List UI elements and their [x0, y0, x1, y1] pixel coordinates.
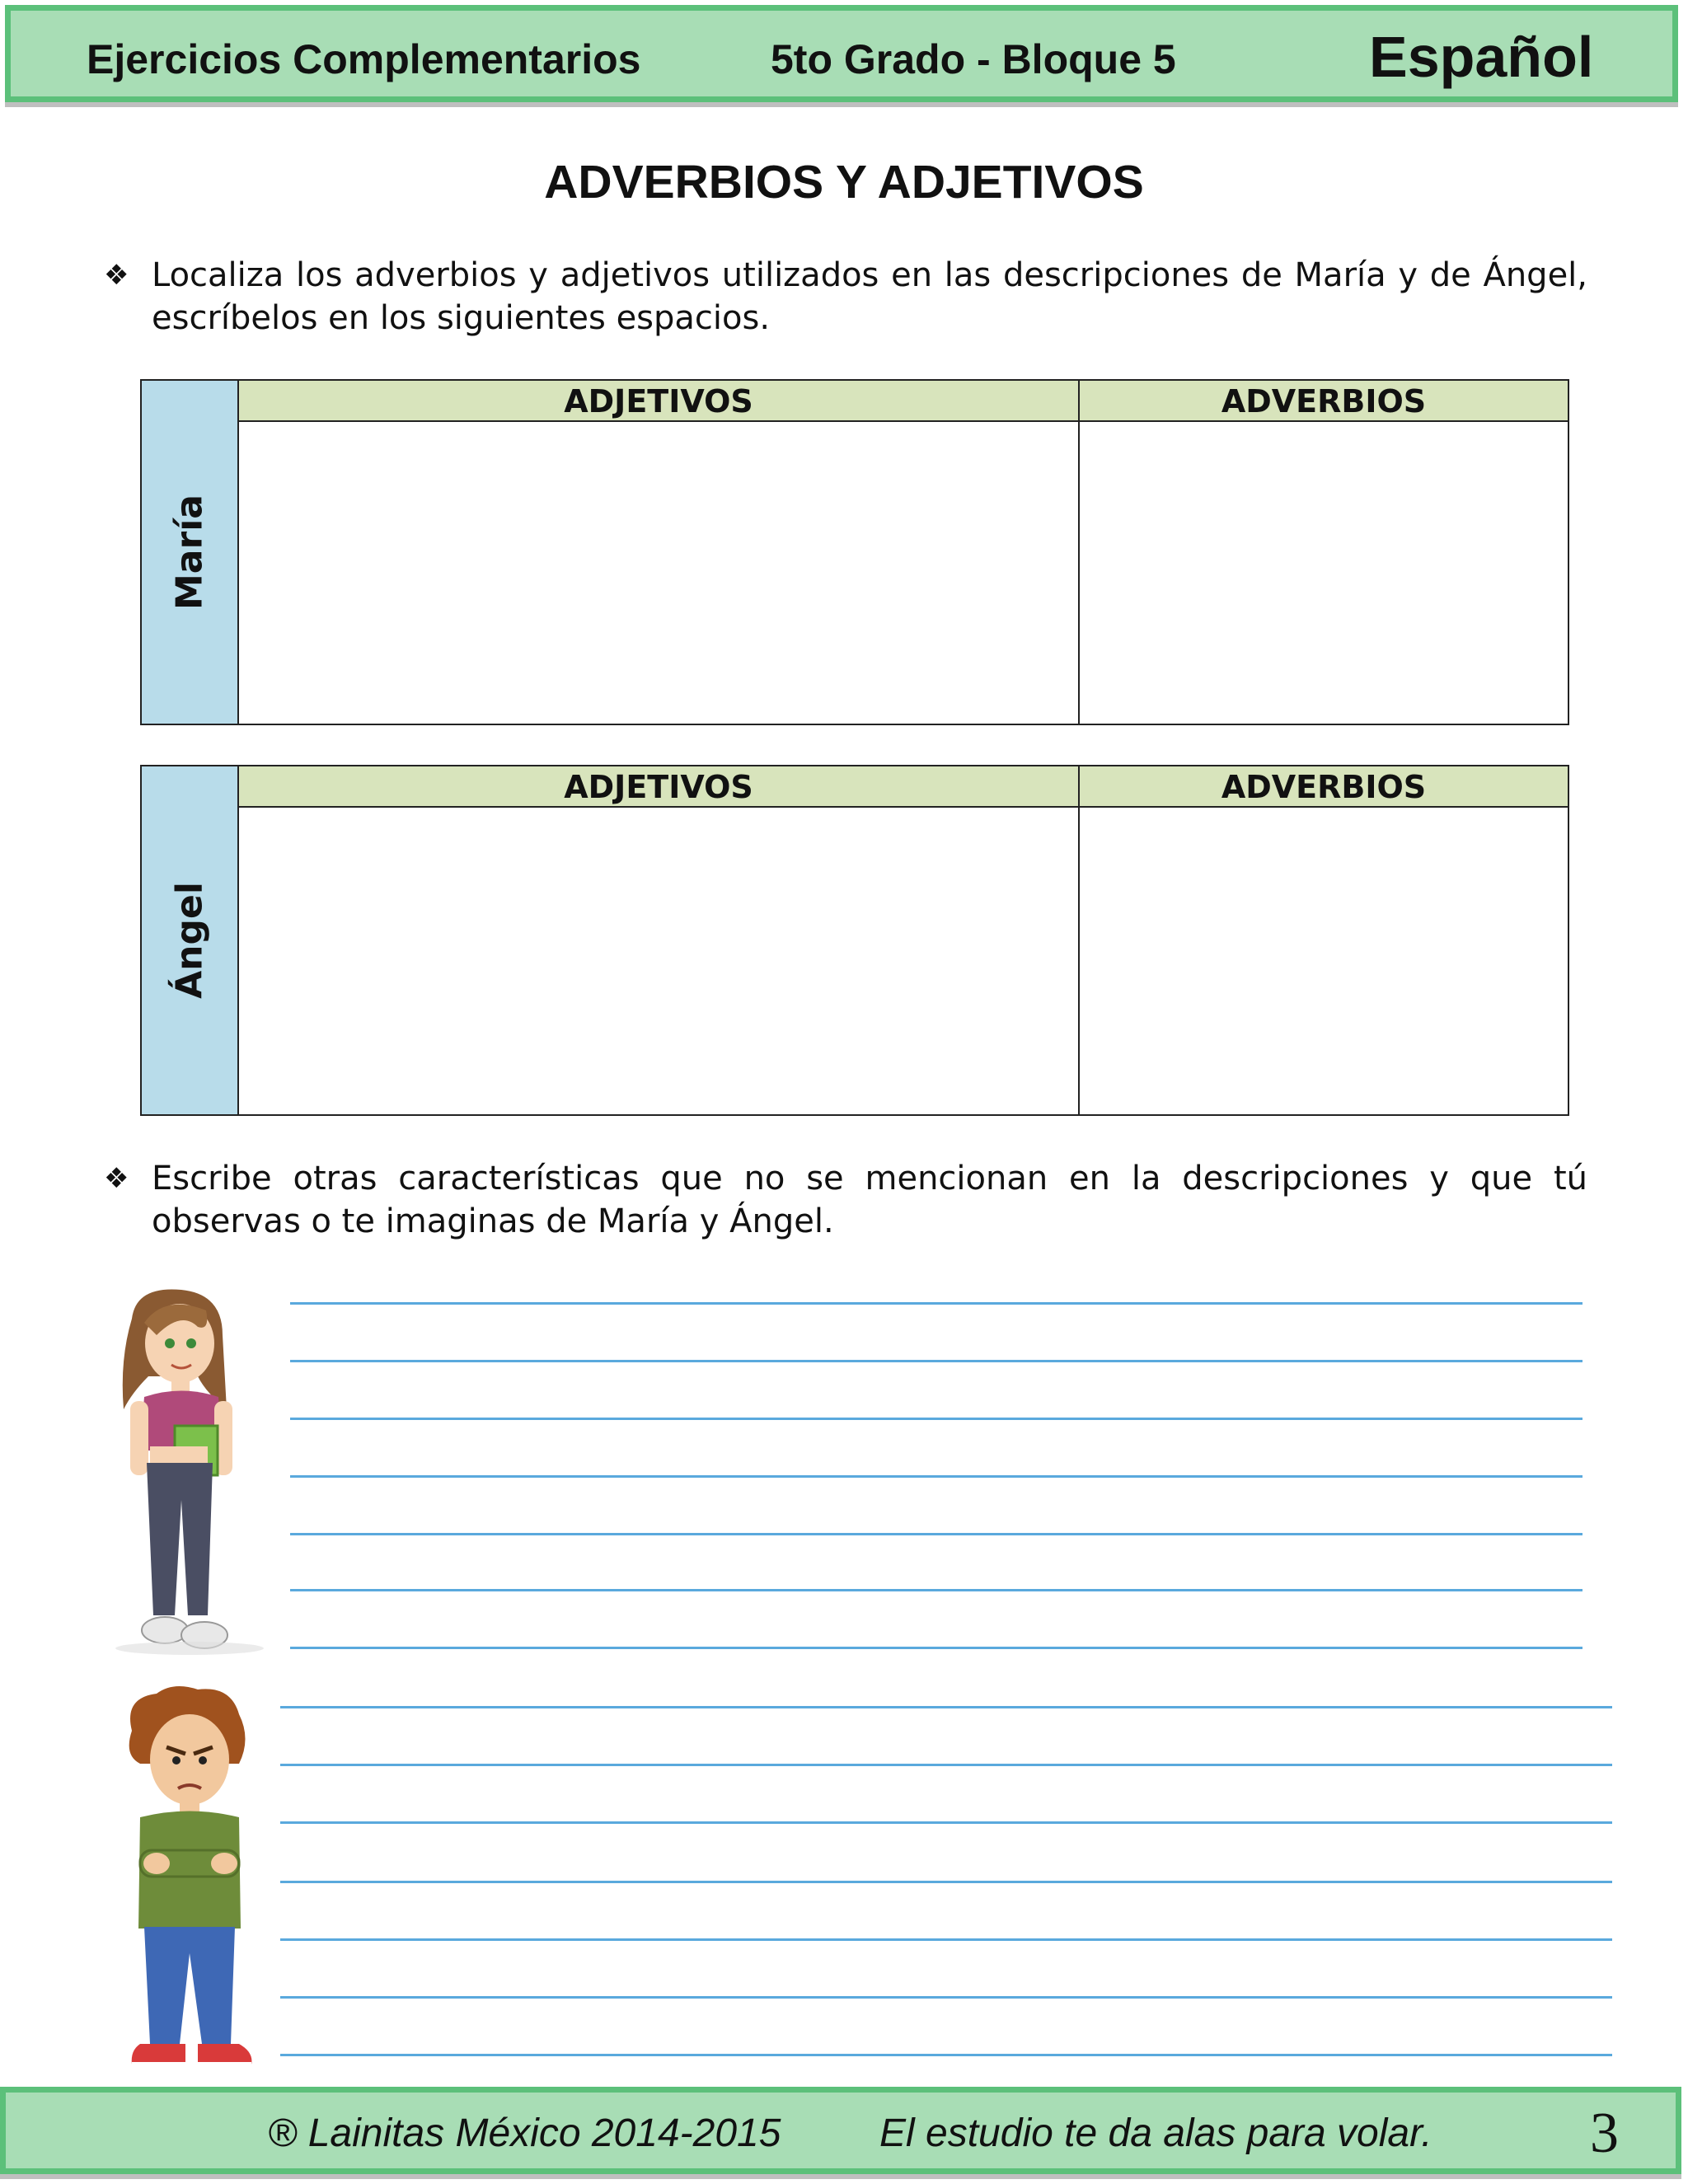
maria-adverbios-header: ADVERBIOS: [1080, 381, 1568, 422]
page-title: ADVERBIOS Y ADJETIVOS: [544, 156, 1144, 209]
writing-line[interactable]: [280, 1881, 1612, 1883]
writing-line[interactable]: [280, 2054, 1612, 2056]
instruction-1-text: Localiza los adverbios y adjetivos utilizados en las descripciones de María y de Ángel, escríbelos en los siguientes espacios.: [152, 256, 1587, 337]
writing-line[interactable]: [290, 1302, 1582, 1305]
writing-line[interactable]: [290, 1647, 1582, 1649]
angel-adjetivos-cell[interactable]: [239, 808, 1080, 1114]
bullet-icon: ❖: [104, 1162, 129, 1195]
writing-line[interactable]: [280, 1706, 1612, 1708]
writing-line[interactable]: [290, 1533, 1582, 1535]
maria-adverbios-cell[interactable]: [1080, 422, 1568, 724]
angel-illustration: [107, 1681, 280, 2077]
header-grade-block: 5to Grado - Bloque 5: [771, 36, 1176, 82]
writing-line[interactable]: [290, 1418, 1582, 1420]
instruction-1: [104, 254, 1587, 340]
bullet-icon: ❖: [104, 259, 129, 292]
writing-line[interactable]: [290, 1475, 1582, 1478]
writing-line[interactable]: [290, 1360, 1582, 1362]
writing-line[interactable]: [280, 1764, 1612, 1766]
writing-line[interactable]: [280, 1996, 1612, 1999]
writing-line[interactable]: [290, 1589, 1582, 1591]
instruction-2-text: Escribe otras características que no se mencionan en la descripciones y que tú observas o te imaginas de María y Ángel.: [152, 1160, 1587, 1240]
header-series-title: Ejercicios Complementarios: [87, 36, 641, 82]
angel-row-label: Ángel: [142, 766, 239, 1114]
angel-adverbios-header: ADVERBIOS: [1080, 766, 1568, 808]
maria-table: [140, 379, 1569, 725]
maria-adjetivos-header: ADJETIVOS: [239, 381, 1080, 422]
angel-table: [140, 765, 1569, 1116]
writing-line[interactable]: [280, 1821, 1612, 1824]
maria-adjetivos-cell[interactable]: [239, 422, 1080, 724]
page-number: 3: [1590, 2102, 1619, 2165]
maria-row-label: María: [142, 381, 239, 724]
maria-illustration: [99, 1286, 288, 1673]
page-footer: [0, 2087, 1681, 2174]
angel-adverbios-cell[interactable]: [1080, 808, 1568, 1114]
page-header: [5, 5, 1678, 102]
footer-motto: El estudio te da alas para volar.: [879, 2111, 1432, 2155]
writing-line[interactable]: [280, 1938, 1612, 1941]
header-subject: Español: [1369, 25, 1594, 89]
footer-copyright: ® Lainitas México 2014-2015: [268, 2111, 781, 2155]
angel-adjetivos-header: ADJETIVOS: [239, 766, 1080, 808]
instruction-2: [104, 1157, 1587, 1243]
